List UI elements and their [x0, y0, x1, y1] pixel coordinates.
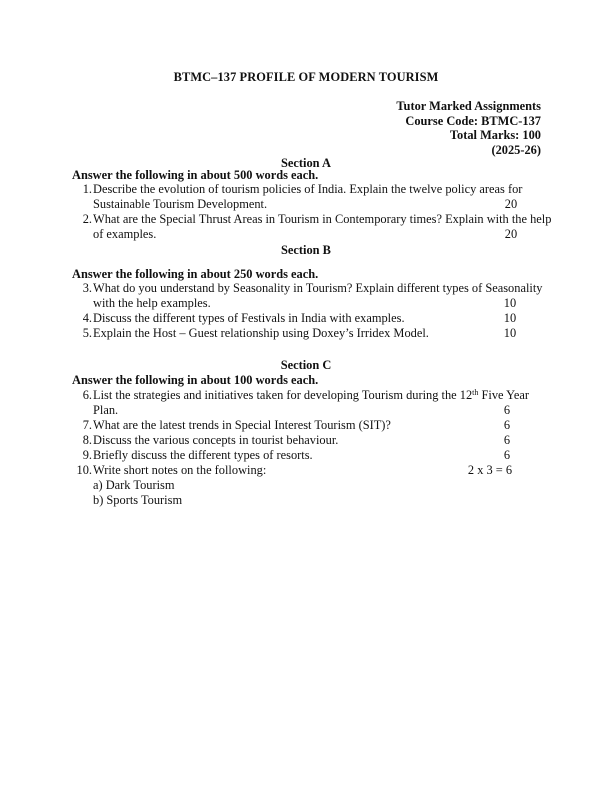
question-7: [72, 418, 542, 433]
section-b-instruction: Answer the following in about 250 words each.: [72, 267, 319, 281]
session-year: (2025-26): [491, 142, 541, 157]
question-9-marks: 6: [503, 448, 511, 462]
question-number: 10.: [76, 463, 92, 477]
subitem-dark-tourism: a) Dark Tourism: [93, 478, 175, 492]
section-a-instruction: Answer the following in about 500 words each.: [72, 168, 319, 182]
question-2: [72, 212, 552, 242]
subitem-sports-tourism: b) Sports Tourism: [93, 493, 183, 507]
question-number: 4.: [82, 311, 92, 325]
question-text: Briefly discuss the different types of resorts.: [93, 448, 313, 462]
section-b-heading: Section B: [281, 243, 331, 257]
assignment-type: Tutor Marked Assignments: [396, 99, 541, 113]
question-number: 6.: [82, 388, 92, 402]
question-text-main: List the strategies and initiatives taken for developing Tourism during the 12: [93, 388, 473, 402]
course-code: Course Code: BTMC-137: [405, 113, 541, 128]
question-10-marks: 2 x 3 = 6: [467, 463, 513, 477]
question-number: 5.: [82, 326, 92, 340]
question-3: [72, 281, 542, 311]
question-3-marks: 10: [503, 296, 517, 310]
document-title: BTMC–137 PROFILE OF MODERN TOURISM: [173, 70, 439, 84]
question-5-marks: 10: [503, 326, 517, 340]
question-text-continued: [93, 403, 542, 418]
question-text-line2: Sustainable Tourism Development.: [93, 197, 268, 212]
ordinal-suffix: th: [472, 388, 479, 397]
question-8: [72, 433, 542, 448]
question-text: What do you understand by Seasonality in Tourism? Explain different types of Seasonality: [93, 281, 543, 295]
question-text-continued: [93, 296, 542, 311]
question-number: 7.: [82, 418, 92, 432]
question-text: What are the latest trends in Special Interest Tourism (SIT)?: [93, 418, 391, 432]
question-6: [72, 388, 542, 418]
question-number: 9.: [82, 448, 92, 462]
question-4: [72, 311, 542, 326]
section-c-heading: Section C: [280, 358, 332, 372]
question-number: 3.: [82, 281, 92, 295]
question-4-marks: 10: [503, 311, 517, 325]
question-text-line2: with the help examples.: [93, 296, 211, 311]
section-c-instruction: Answer the following in about 100 words each.: [72, 373, 319, 387]
question-text: Describe the evolution of tourism policies of India. Explain the twelve policy areas for: [93, 182, 523, 196]
section-a-heading: Section A: [281, 156, 331, 170]
total-marks: Total Marks: 100: [449, 128, 541, 142]
question-text-continued: [93, 197, 542, 212]
question-number: 8.: [82, 433, 92, 447]
question-5: [72, 326, 542, 341]
question-text: What are the Special Thrust Areas in Tourism in Contemporary times? Explain with the help: [93, 212, 552, 226]
question-9: [72, 448, 542, 463]
question-number: 1.: [82, 182, 92, 196]
question-text: Discuss the different types of Festivals in India with examples.: [93, 311, 405, 325]
question-text-line2: of examples.: [93, 227, 157, 242]
question-8-marks: 6: [503, 433, 511, 447]
question-7-marks: 6: [503, 418, 511, 432]
question-text: Write short notes on the following:: [93, 463, 267, 477]
question-1-marks: 20: [504, 197, 518, 211]
question-text-continued: [93, 227, 542, 242]
question-text: Explain the Host – Guest relationship using Doxey’s Irridex Model.: [93, 326, 429, 340]
assignment-meta: [396, 99, 541, 157]
question-text: [93, 388, 542, 403]
question-1: [72, 182, 542, 212]
question-number: 2.: [82, 212, 92, 226]
question-text: Discuss the various concepts in tourist behaviour.: [93, 433, 339, 447]
question-2-marks: 20: [504, 227, 518, 241]
question-text-line2: Plan.: [93, 403, 119, 418]
question-text-tail: Five Year: [478, 388, 529, 402]
question-6-marks: 6: [503, 403, 511, 417]
